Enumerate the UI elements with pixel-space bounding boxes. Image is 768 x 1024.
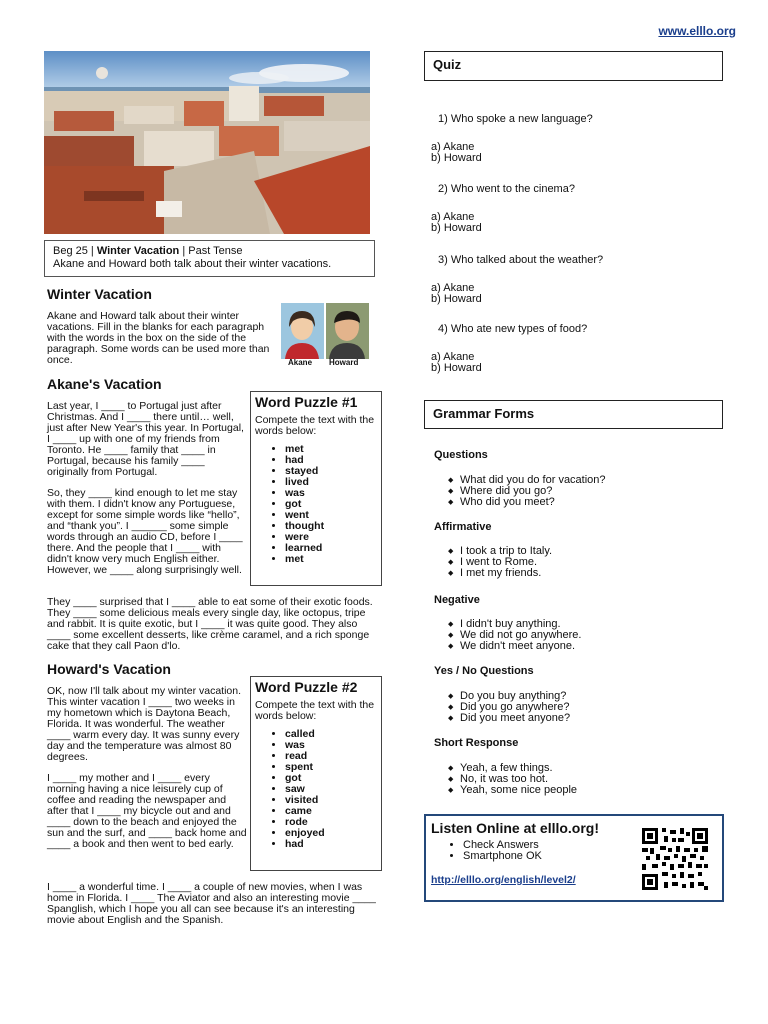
akane-paragraphs (47, 401, 247, 586)
word-puzzle-1-title: Word Puzzle #1 (255, 394, 358, 410)
word-item: • were (285, 532, 377, 543)
word-item: • got (285, 499, 377, 510)
howard-paragraph-1: OK, now I'll talk about my winter vacation. This winter vacation I ____ two weeks in my hometown which is Daytona Beach, Florida. It was wonderful. The weather ____ warm every day. It was sunny every day and the temperature was almost 80 degrees. (47, 685, 242, 763)
quiz-question-1: 1) Who spoke a new language? (438, 113, 593, 125)
howard-heading: Howard's Vacation (47, 661, 171, 677)
intro-text: Akane and Howard talk about their winter vacations. Fill in the blanks for each paragraph with the words in the box on the side of the paragraph. Some words can be used more than once. (47, 310, 270, 366)
quiz-option-4a[interactable]: a) Akane (431, 351, 475, 363)
quiz-option-1a[interactable]: a) Akane (431, 141, 475, 153)
akane-paragraph-2: So, they ____ kind enough to let me stay with them. I didn't know any Portuguese, except for some simple words like “hello”, and “thank you”. I ______ some simple words through an audio CD, before I ____ there. And the people that I ____ with didn't know very much English either. However, we ____ along surprisingly well. (47, 487, 243, 576)
quiz-option-1b[interactable]: b) Howard (431, 152, 482, 164)
grammar-example: ◆ I went to Rome. (446, 557, 552, 568)
speaker-portraits (281, 303, 369, 359)
quiz-question-3: 3) Who talked about the weather? (438, 254, 604, 266)
grammar-example: ◆ Where did you go? (446, 486, 606, 497)
qr-code-icon[interactable] (642, 828, 708, 890)
grammar-short-response-heading: Short Response (434, 737, 519, 749)
grammar-affirmative-list (446, 546, 552, 579)
word-puzzle-2 (250, 676, 382, 871)
speaker-name-akane: Akane (288, 358, 313, 367)
grammar-header: Grammar Forms (424, 400, 723, 429)
grammar-example: ◆ I took a trip to Italy. (446, 546, 552, 557)
akane-paragraph-3: They ____ surprised that I ____ able to eat some of their exotic foods. They ____ some delicious meals every single day, like octopus, tripe and rabbit. It is quite exotic, but I ____ it was quite good. They also ____ some excellent desserts, like crème caramel, and a rich sponge cake that they call Paon d'lo. (47, 596, 373, 652)
word-item: • had (285, 839, 377, 850)
lisbon-rooftops-photo (44, 51, 370, 234)
quiz-option-4b[interactable]: b) Howard (431, 362, 482, 374)
word-item: • learned (285, 543, 377, 554)
quiz-option-3b[interactable]: b) Howard (431, 293, 482, 305)
grammar-questions-list (446, 475, 606, 508)
listen-feature: • Check Answers (463, 840, 717, 851)
word-puzzle-2-instruction: Compete the text with the words below: (255, 699, 375, 722)
grammar-yesno-list (446, 691, 570, 724)
grammar-negative-heading: Negative (434, 594, 480, 606)
listen-url-link[interactable]: http://elllo.org/english/level2/ (431, 874, 576, 886)
word-item: • met (285, 554, 377, 565)
word-item: • was (285, 488, 377, 499)
word-puzzle-1-words (255, 444, 377, 565)
howard-paragraph-3: I ____ a wonderful time. I ____ a couple of new movies, when I was home in Florida. I ____ The Aviator and also an interesting movie ____ Spanglish, which I hope you all can see because it's an interesting movie about English and the Spanish. (47, 881, 376, 926)
word-puzzle-1 (250, 391, 382, 586)
grammar-example: ◆ Who did you meet? (446, 497, 606, 508)
lesson-number: Beg 25 | (53, 245, 94, 257)
word-item: • read (285, 751, 377, 762)
grammar-example: ◆ Yeah, some nice people (446, 785, 577, 796)
quiz-header: Quiz (424, 51, 723, 81)
grammar-short-response-list (446, 763, 577, 796)
site-link[interactable]: www.elllo.org (658, 24, 736, 38)
quiz-question-2: 2) Who went to the cinema? (438, 183, 575, 195)
word-item: • called (285, 729, 377, 740)
grammar-yesno-heading: Yes / No Questions (434, 665, 534, 677)
howard-paragraph-2: I ____ my mother and I ____ every morning having a nice leisurely cup of coffee and reading the newspaper and after that I ____ my bicycle out and and ____ down to the beach and enjoyed the sun and the surf, and ____ back home and ____ a book and then went to bed early. (47, 772, 247, 850)
word-item: • was (285, 740, 377, 751)
word-puzzle-1-instruction: Compete the text with the words below: (255, 414, 375, 437)
word-item: • stayed (285, 466, 377, 477)
speaker-photos (281, 303, 369, 367)
speaker-name-howard: Howard (329, 358, 359, 367)
listen-title: Listen Online at elllo.org! (431, 820, 600, 836)
word-item: • came (285, 806, 377, 817)
lesson-title: Winter Vacation (96, 245, 180, 257)
grammar-example: ◆ Yeah, a few things. (446, 763, 577, 774)
grammar-example: ◆ No, it was too hot. (446, 774, 577, 785)
word-item: • went (285, 510, 377, 521)
lesson-tense: | Past Tense (182, 245, 243, 257)
intro-heading: Winter Vacation (47, 286, 152, 302)
listen-online-box (424, 814, 724, 902)
grammar-example: ◆ We did not go anywhere. (446, 630, 581, 641)
grammar-example: ◆ Do you buy anything? (446, 691, 570, 702)
quiz-option-2a[interactable]: a) Akane (431, 211, 475, 223)
howard-paragraphs (47, 686, 247, 860)
lesson-caption (44, 240, 375, 277)
listen-feature: • Smartphone OK (463, 851, 717, 862)
word-item: • had (285, 455, 377, 466)
quiz-question-4: 4) Who ate new types of food? (438, 323, 588, 335)
akane-heading: Akane's Vacation (47, 376, 162, 392)
word-puzzle-2-words (255, 729, 377, 850)
grammar-example: ◆ Did you meet anyone? (446, 713, 570, 724)
word-item: • thought (285, 521, 377, 532)
word-item: • enjoyed (285, 828, 377, 839)
word-item: • saw (285, 784, 377, 795)
grammar-example: ◆ What did you do for vacation? (446, 475, 606, 486)
grammar-affirmative-heading: Affirmative (434, 521, 492, 533)
word-item: • lived (285, 477, 377, 488)
word-item: • rode (285, 817, 377, 828)
grammar-questions-heading: Questions (434, 449, 488, 461)
word-puzzle-2-title: Word Puzzle #2 (255, 679, 358, 695)
word-item: • met (285, 444, 377, 455)
grammar-example: ◆ I didn't buy anything. (446, 619, 581, 630)
quiz-option-3a[interactable]: a) Akane (431, 282, 475, 294)
grammar-example: ◆ We didn't meet anyone. (446, 641, 581, 652)
grammar-example: ◆ Did you go anywhere? (446, 702, 570, 713)
lesson-summary: Akane and Howard both talk about their winter vacations. (53, 258, 332, 270)
word-item: • got (285, 773, 377, 784)
akane-paragraph-1: Last year, I ____ to Portugal just after Christmas. And I ____ there until… well, just after New Year's this year. In Portugal, I ____ up with one of my friends from Toronto. He ____ family that ____ in Portugal, because his family ____ originally from Portugal. (47, 400, 244, 478)
grammar-negative-list (446, 619, 581, 652)
word-item: • spent (285, 762, 377, 773)
quiz-option-2b[interactable]: b) Howard (431, 222, 482, 234)
grammar-example: ◆ I met my friends. (446, 568, 552, 579)
word-item: • visited (285, 795, 377, 806)
